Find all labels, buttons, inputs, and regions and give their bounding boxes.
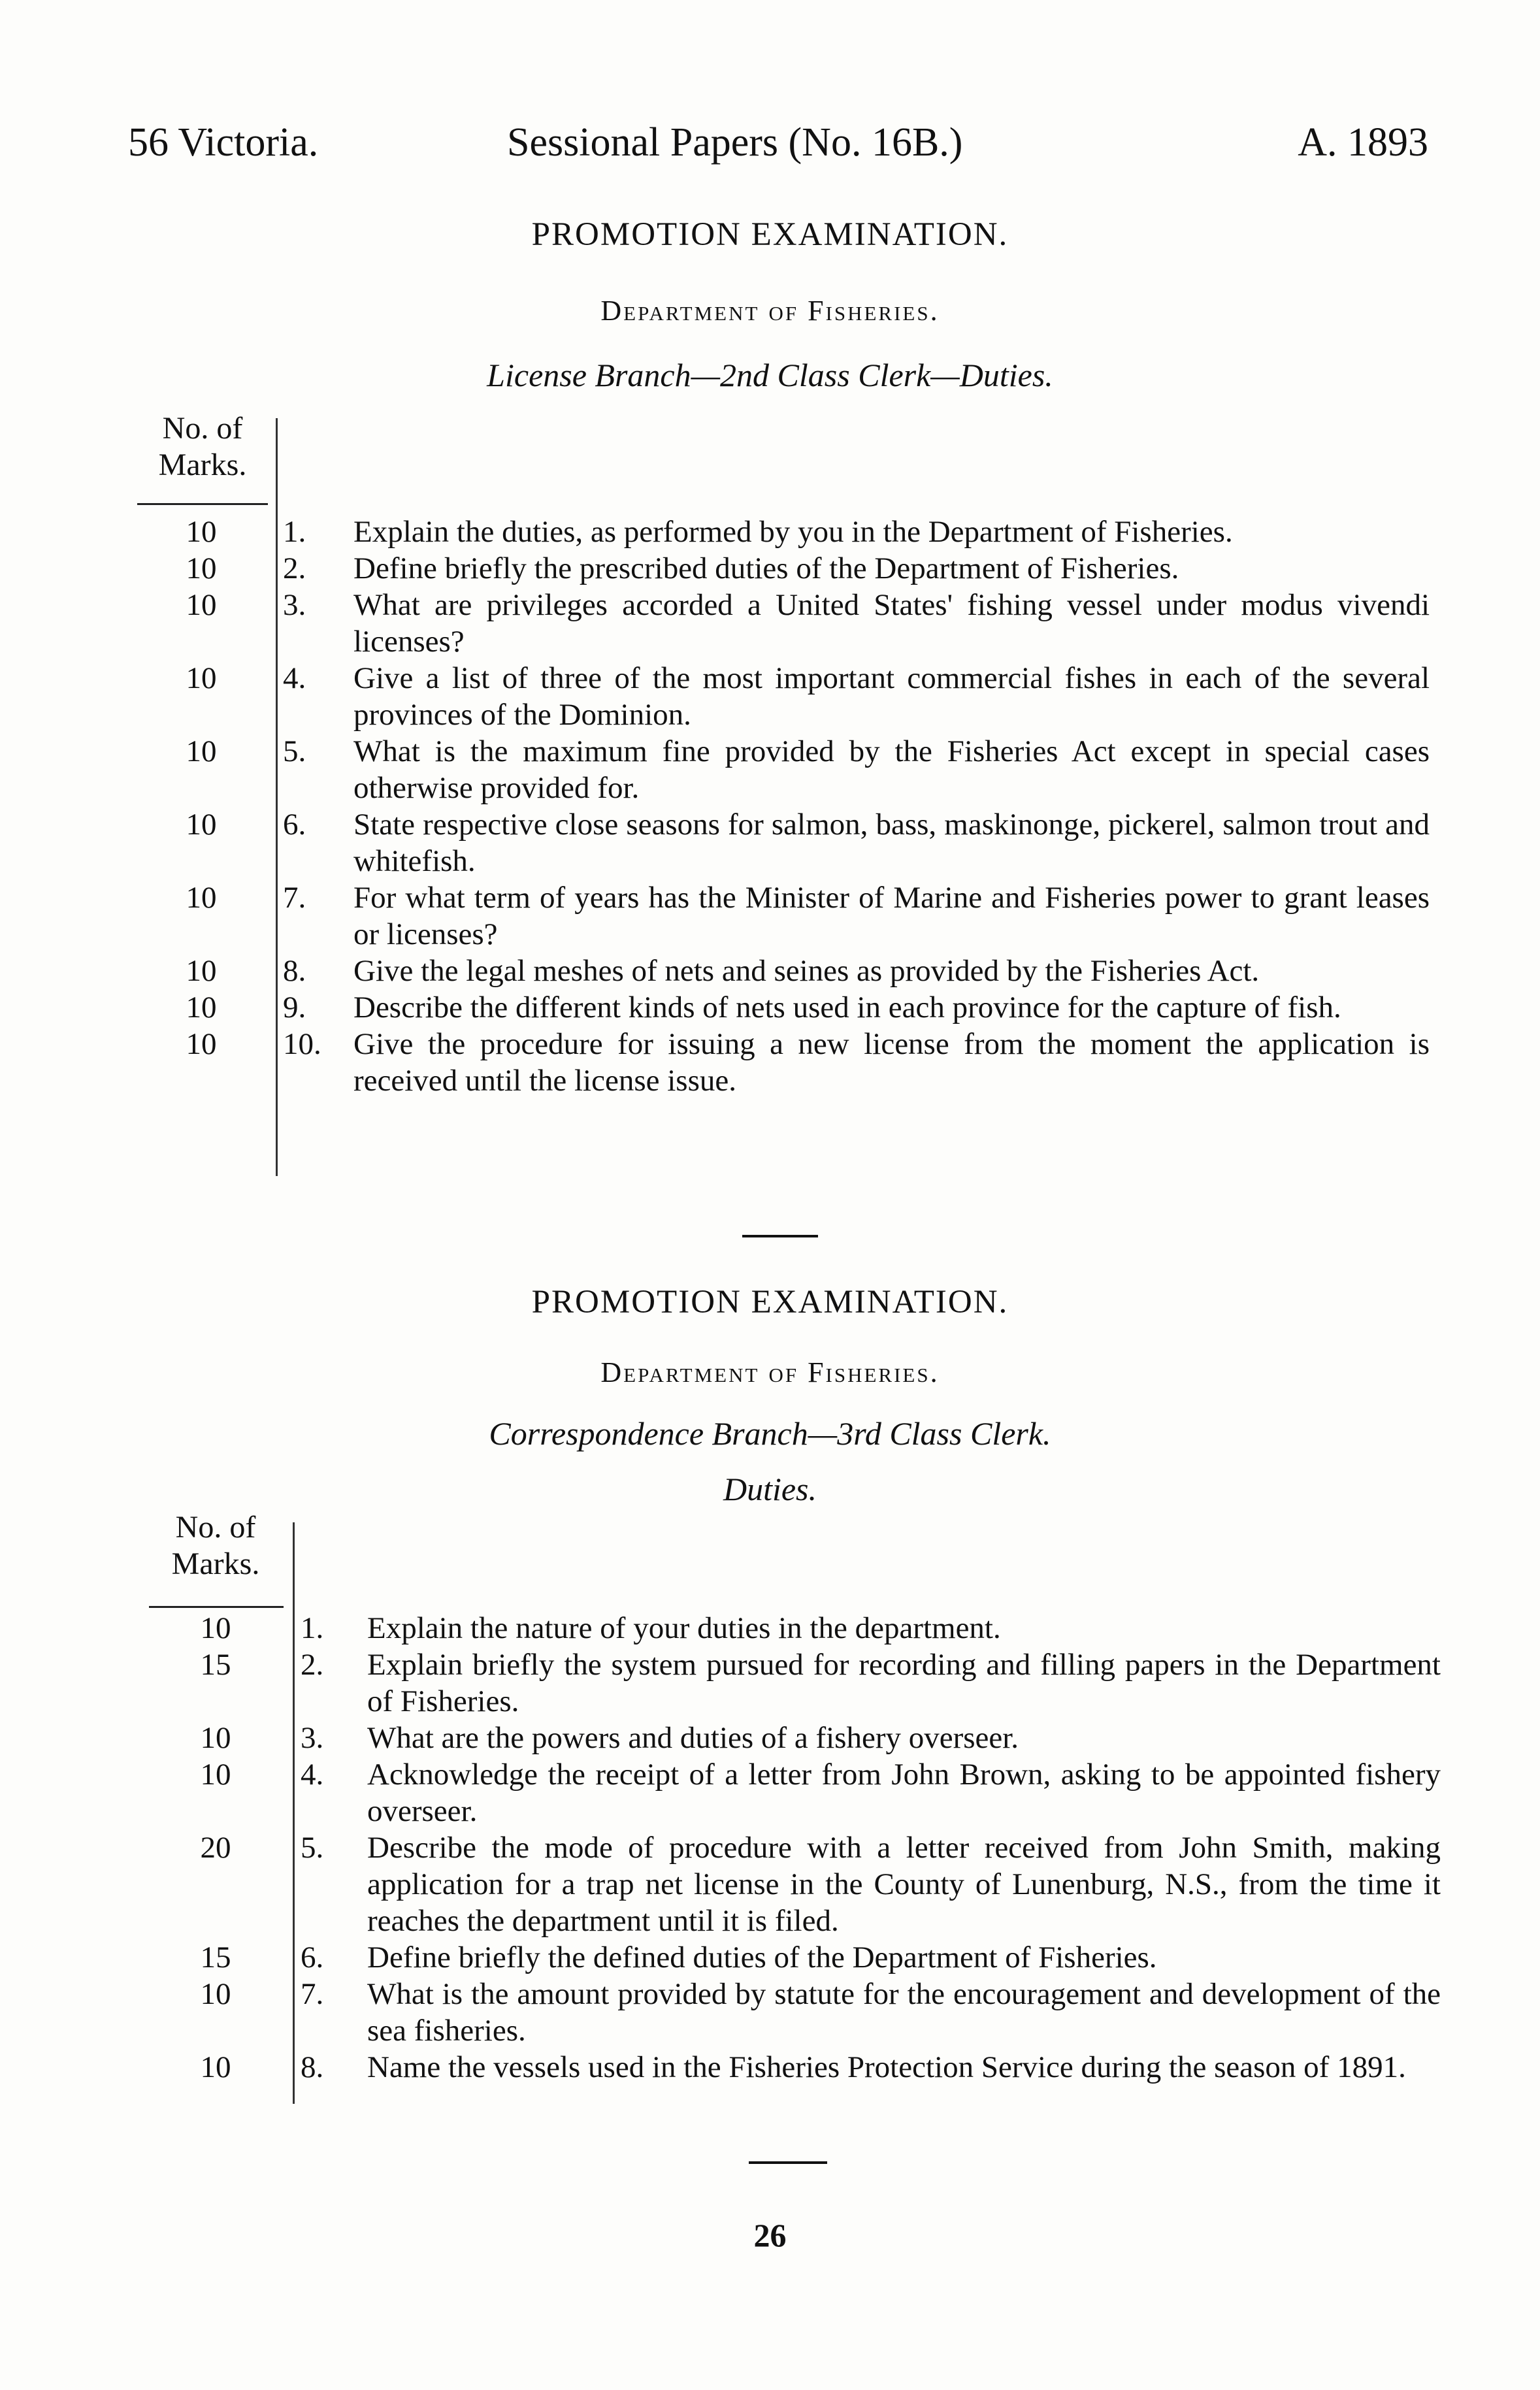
question-marks: 10 <box>200 2050 231 2084</box>
question-marks: 10 <box>186 734 217 768</box>
question-marks: 15 <box>200 1648 231 1682</box>
question-item <box>149 806 1430 879</box>
question-number: 6. <box>301 1940 324 1974</box>
question-text: What are privileges accorded a United States' fishing vessel under modus vivendi licenses? <box>353 588 1430 659</box>
question-number: 1. <box>301 1611 324 1645</box>
section-2-marks-rule <box>149 1606 284 1608</box>
question-number: 9. <box>283 990 306 1024</box>
question-item <box>163 1829 1441 1939</box>
question-number: 10. <box>283 1027 321 1061</box>
section-1-department: Department of Fisheries. <box>600 295 940 327</box>
question-text: What is the amount provided by statute for the encouragement and development of the sea fisheries. <box>367 1977 1441 2048</box>
question-text: Give the legal meshes of nets and seines as provided by the Fisheries Act. <box>353 954 1260 988</box>
section-1-question-list <box>149 514 1430 1099</box>
question-item <box>149 587 1430 660</box>
question-number: 5. <box>283 734 306 768</box>
question-text: Explain the nature of your duties in the department. <box>367 1611 1001 1645</box>
question-item <box>163 1610 1441 1646</box>
question-number: 3. <box>301 1721 324 1755</box>
question-marks: 10 <box>200 1758 231 1792</box>
section-1-marks-rule <box>137 503 268 505</box>
question-item <box>149 1026 1430 1099</box>
question-item <box>149 989 1430 1026</box>
question-marks: 10 <box>186 954 217 988</box>
question-marks: 10 <box>186 588 217 622</box>
question-number: 7. <box>301 1977 324 2011</box>
question-item <box>149 879 1430 953</box>
question-marks: 15 <box>200 1940 231 1974</box>
question-item <box>163 1646 1441 1720</box>
question-number: 1. <box>283 515 306 549</box>
section-2-branch: Correspondence Branch—3rd Class Clerk. <box>489 1415 1051 1452</box>
question-item <box>163 1756 1441 1829</box>
question-marks: 10 <box>186 551 217 585</box>
end-separator-rule <box>749 2161 827 2164</box>
question-marks: 10 <box>200 1977 231 2011</box>
question-number: 6. <box>283 808 306 842</box>
question-number: 8. <box>301 2050 324 2084</box>
question-item <box>163 1720 1441 1756</box>
question-marks: 10 <box>200 1611 231 1645</box>
question-marks: 10 <box>186 808 217 842</box>
question-item <box>149 550 1430 587</box>
question-text: What are the powers and duties of a fishery overseer. <box>367 1721 1019 1755</box>
question-text: For what term of years has the Minister of Marine and Fisheries power to grant leases or licenses? <box>353 881 1430 951</box>
header-year: A. 1893 <box>1298 120 1428 165</box>
question-number: 5. <box>301 1831 324 1865</box>
question-marks: 10 <box>186 990 217 1024</box>
question-number: 4. <box>301 1758 324 1792</box>
question-number: 7. <box>283 881 306 915</box>
question-item <box>149 660 1430 733</box>
question-text: State respective close seasons for salmon, bass, maskinonge, pickerel, salmon trout and whitefish. <box>353 808 1430 878</box>
question-text: Describe the different kinds of nets used in each province for the capture of fish. <box>353 990 1341 1024</box>
marks-label-line-2: Marks. <box>171 1547 260 1581</box>
section-2-duties-line: Duties. <box>723 1471 817 1507</box>
section-separator-rule <box>742 1235 818 1237</box>
question-number: 4. <box>283 661 306 695</box>
question-text: What is the maximum fine provided by the Fisheries Act except in special cases otherwise provided for. <box>353 734 1430 805</box>
marks-label-line-2: Marks. <box>158 448 247 482</box>
question-number: 2. <box>301 1648 324 1682</box>
question-text: Describe the mode of procedure with a letter received from John Smith, making application for a trap net license in the County of Lunenburg, N.S., from the time it reaches the department until it is filed. <box>367 1831 1441 1938</box>
section-1-title: PROMOTION EXAMINATION. <box>531 216 1009 253</box>
question-text: Define briefly the defined duties of the Department of Fisheries. <box>367 1940 1157 1974</box>
question-text: Give the procedure for issuing a new license from the moment the application is received until the license issue. <box>353 1027 1430 1098</box>
question-number: 2. <box>283 551 306 585</box>
section-1-branch: License Branch—2nd Class Clerk—Duties. <box>487 357 1053 393</box>
section-2-marks-header <box>144 1509 287 1582</box>
question-number: 8. <box>283 954 306 988</box>
page-number: 26 <box>753 2217 787 2253</box>
question-text: Explain the duties, as performed by you in the Department of Fisheries. <box>353 515 1233 549</box>
question-marks: 10 <box>186 1027 217 1061</box>
section-2-question-list <box>163 1610 1441 2086</box>
question-marks: 20 <box>200 1831 231 1865</box>
question-item <box>149 514 1430 550</box>
marks-label-line-1: No. of <box>162 411 243 446</box>
question-text: Acknowledge the receipt of a letter from John Brown, asking to be appointed fishery overseer. <box>367 1758 1441 1828</box>
marks-label-line-1: No. of <box>175 1510 256 1545</box>
question-item <box>149 733 1430 806</box>
header-sessional-papers: Sessional Papers (No. 16B.) <box>507 120 963 165</box>
section-2-title: PROMOTION EXAMINATION. <box>531 1284 1009 1320</box>
question-text: Name the vessels used in the Fisheries Protection Service during the season of 1891. <box>367 2050 1406 2084</box>
section-1-marks-header <box>131 410 274 483</box>
running-header <box>128 116 1428 169</box>
question-item <box>163 1939 1441 1976</box>
question-marks: 10 <box>186 515 217 549</box>
question-item <box>163 2049 1441 2086</box>
question-item <box>149 953 1430 989</box>
question-marks: 10 <box>186 661 217 695</box>
header-regnal-year: 56 Victoria. <box>128 120 319 165</box>
question-marks: 10 <box>200 1721 231 1755</box>
question-text: Define briefly the prescribed duties of the Department of Fisheries. <box>353 551 1179 585</box>
section-2-department: Department of Fisheries. <box>600 1356 940 1388</box>
question-number: 3. <box>283 588 306 622</box>
question-text: Explain briefly the system pursued for recording and filling papers in the Department of Fisheries. <box>367 1648 1441 1718</box>
question-marks: 10 <box>186 881 217 915</box>
question-item <box>163 1976 1441 2049</box>
question-text: Give a list of three of the most important commercial fishes in each of the several provinces of the Dominion. <box>353 661 1430 732</box>
